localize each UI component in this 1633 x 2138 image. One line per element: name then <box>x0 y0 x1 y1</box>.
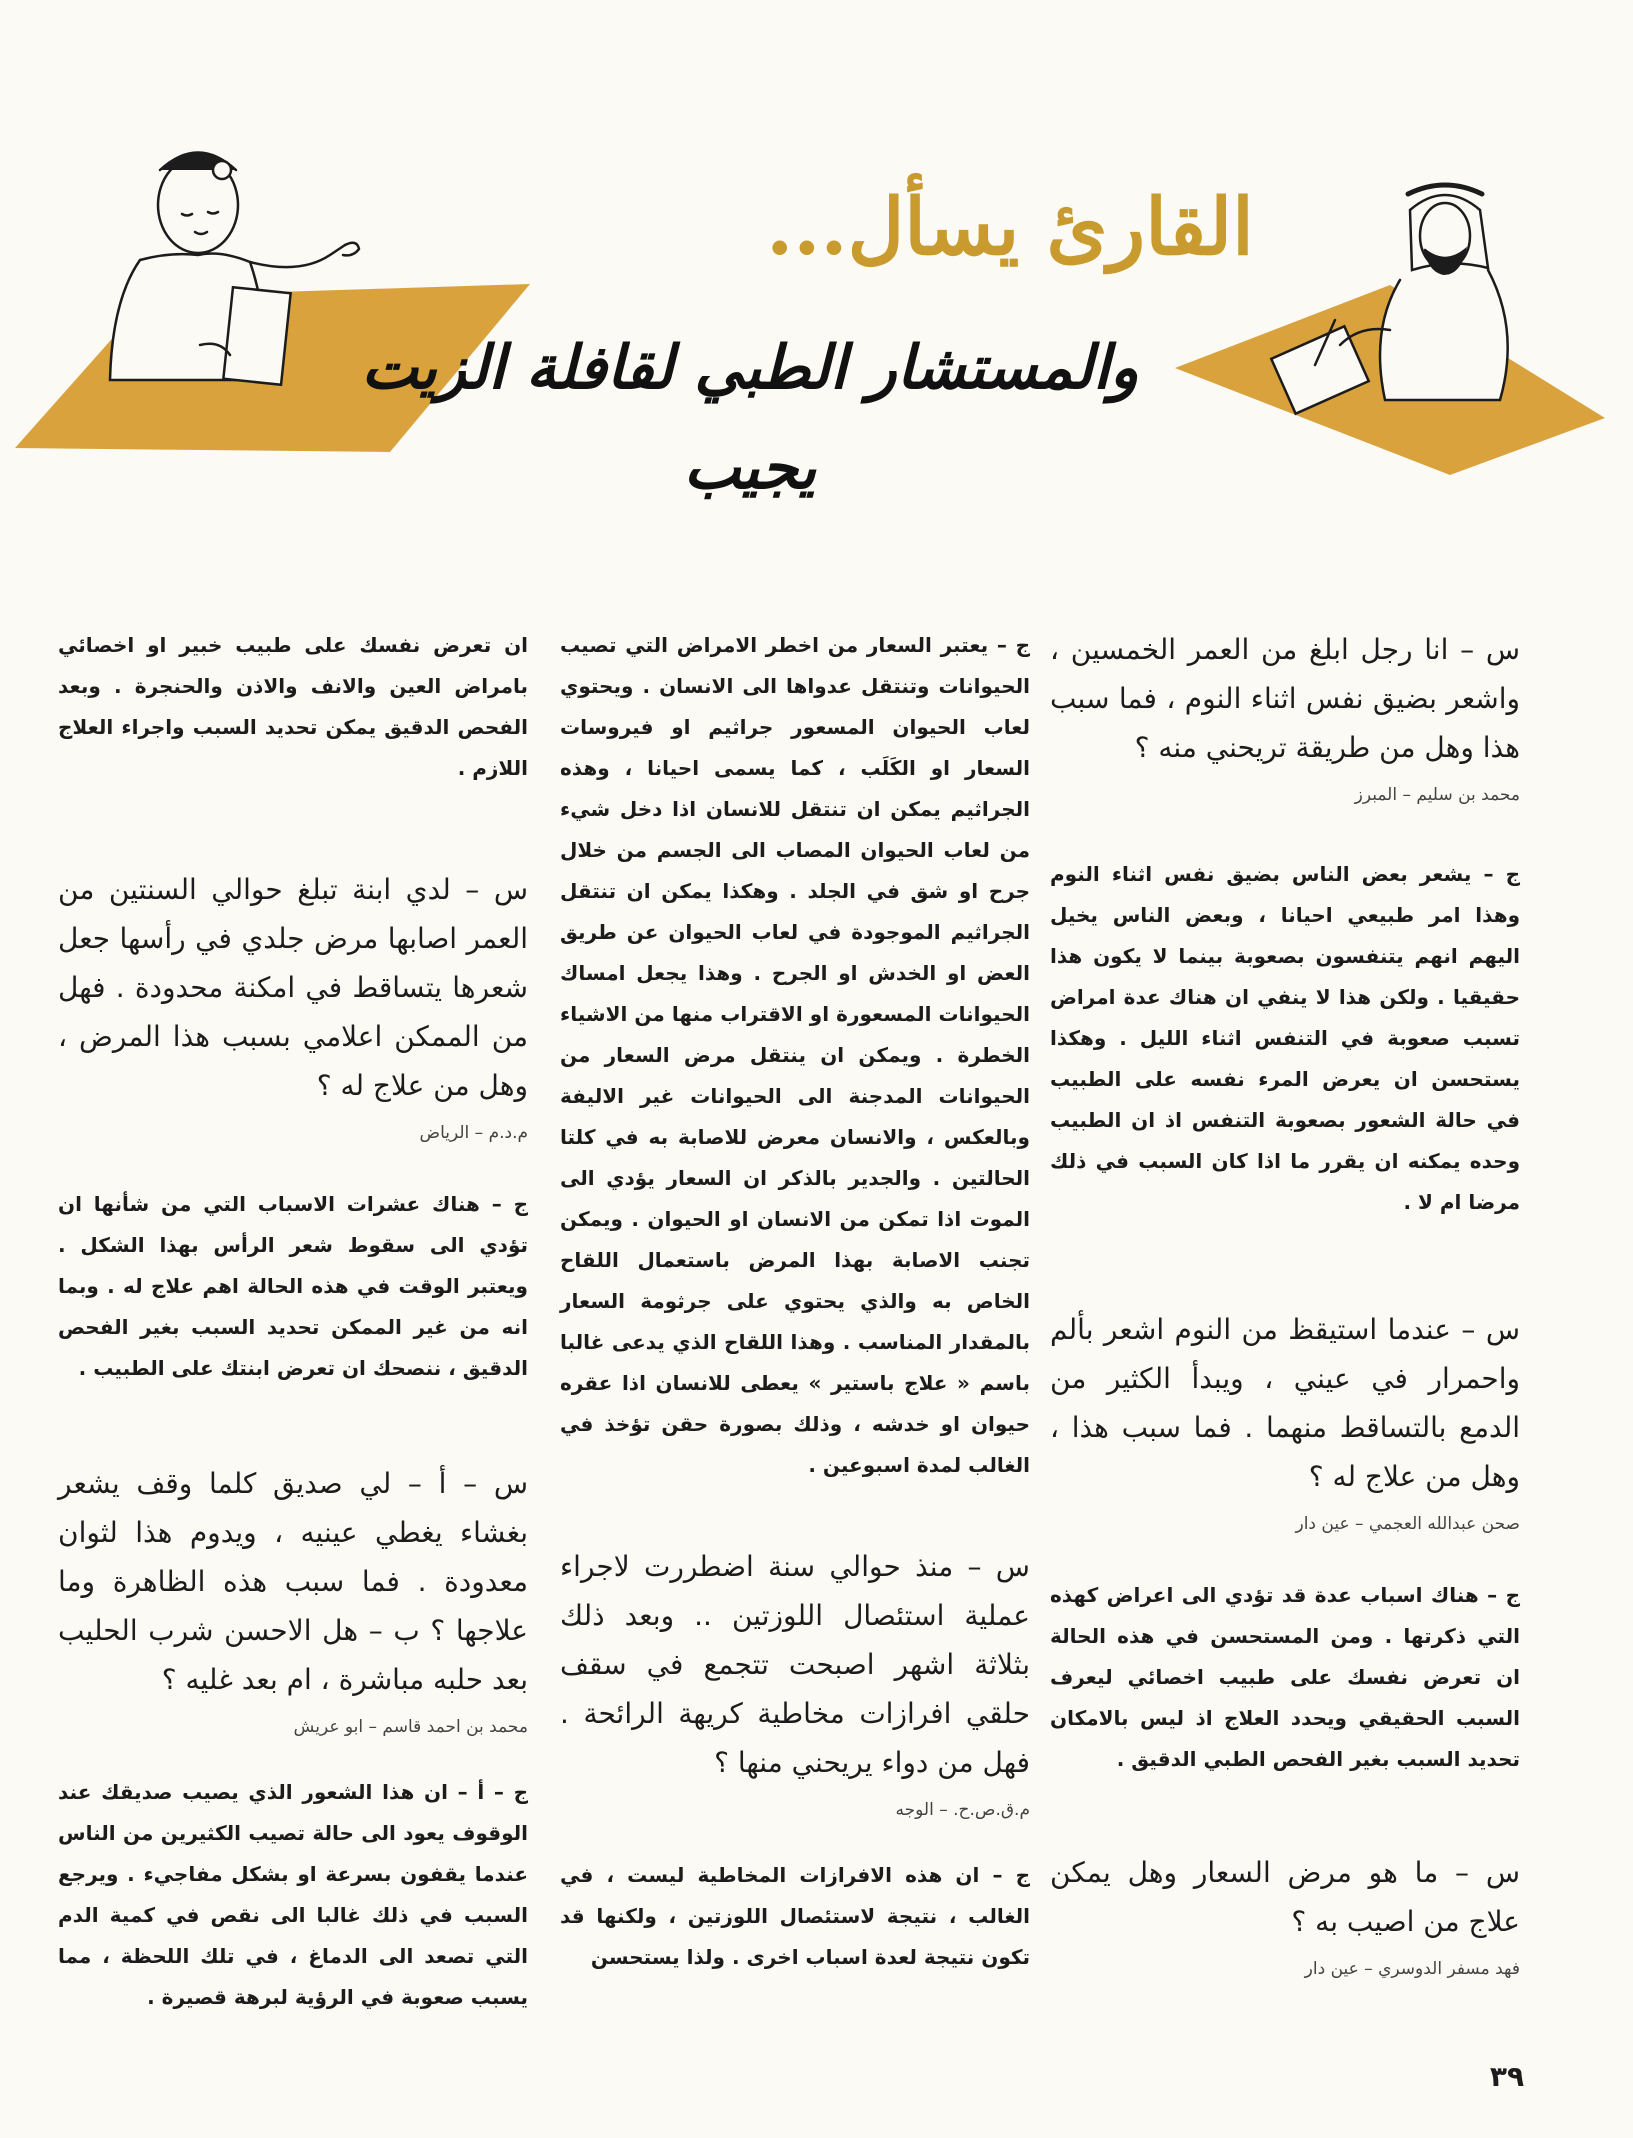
answer-text: ج – هناك اسباب عدة قد تؤدي الى اعراض كهذه التي ذكرتها . ومن المستحسن في هذه الحالة ان تعرض نفسك على طبيب اخصائي ليعرف السبب الحقيقي ويحدد العلاج اذ ليس بالامكان تحديد السبب بغير الفحص الطبي الدقيق . <box>1050 1583 1520 1771</box>
question-signature: صحن عبدالله العجمي – عين دار <box>1295 1514 1520 1534</box>
answer-text: ج – هناك عشرات الاسباب التي من شأنها ان تؤدي الى سقوط شعر الرأس بهذا الشكل . ويعتبر الوقت في هذه الحالة اهم علاج له . وبما انه من غير الممكن تحديد السبب بغير الفحص الدقيق ، ننصحك ان تعرض ابنتك على الطبيب . <box>58 1192 528 1380</box>
question-text: س – منذ حوالي سنة اضطررت لاجراء عملية استئصال اللوزتين .. وبعد ذلك بثلاثة اشهر اصبحت تتجمع في سقف حلقي افرازات مخاطية كريهة الرائحة . فهل من دواء يريحني منها ؟ <box>560 1550 1030 1779</box>
answer-text: ج – يعتبر السعار من اخطر الامراض التي تصيب الحيوانات وتنتقل عدواها الى الانسان . ويحتوي لعاب الحيوان المسعور جراثيم او فيروسات السعار او الكَلَب ، كما يسمى احيانا ، وهذه الجراثيم يمكن ان تنتقل للانسان اذا دخل شيء من لعاب الحيوان المصاب الى الجسم من خلال جرح او شق في الجلد . وهكذا يمكن ان تنتقل الجراثيم الموجودة في لعاب الحيوان عن طريق العض او الخدش او الجرح . وهذا يجعل امساك الحيوانات المسعورة او الاقتراب منها من الاشياء الخطرة . ويمكن ان ينتقل مرض السعار من الحيوانات المدجنة الى الحيوانات غير الاليفة وبالعكس ، والانسان معرض للاصابة به في كلتا الحالتين . والجدير بالذكر ان السعار يؤدي الى الموت اذا تمكن من الانسان او الحيوان . ويمكن تجنب الاصابة بهذا المرض باستعمال اللقاح الخاص به والذي يحتوي على جرثومة السعار بالمقدار المناسب . وهذا اللقاح الذي يدعى غالبا باسم « علاج باستير » يعطى للانسان اذا عقره حيوان او خدشه ، وذلك بصورة حقن تؤخذ في الغالب لمدة اسبوعين . <box>560 633 1030 1477</box>
question-text: س – ما هو مرض السعار وهل يمكن علاج من اصيب به ؟ <box>1050 1856 1520 1938</box>
question-text: س – انا رجل ابلغ من العمر الخمسين ، واشعر بضيق نفس اثناء النوم ، فما سبب هذا وهل من طريقة تريحني منه ؟ <box>1050 633 1520 764</box>
question-signature: م.د.م – الرياض <box>419 1123 528 1143</box>
column-right <box>1050 625 1520 1984</box>
qa-item <box>1050 1848 1520 1984</box>
column-middle <box>560 625 1030 1978</box>
question-text: س – أ – لي صديق كلما وقف يشعر بغشاء يغطي عينيه ، ويدوم هذا لثوان معدودة . فما سبب هذه الظاهرة وما علاجها ؟ ب – هل الاحسن شرب الحليب بعد حلبه مباشرة ، ام بعد غليه ؟ <box>58 1467 528 1696</box>
qa-item <box>1050 1305 1520 1780</box>
answer-text: ج – أ – ان هذا الشعور الذي يصيب صديقك عند الوقوف يعود الى حالة تصيب الكثيرين من الناس عندما يقفون بسرعة او بشكل مفاجيء . ويرجع السبب في ذلك غالبا الى نقص في كمية الدم التي تصعد الى الدماغ ، في تلك اللحظة ، مما يسبب صعوبة في الرؤية لبرهة قصيرة . <box>58 1780 528 2009</box>
qa-item <box>560 625 1030 1486</box>
answer-text: ج – يشعر بعض الناس بضيق نفس اثناء النوم وهذا امر طبيعي احيانا ، وبعض الناس يخيل اليهم انهم يتنفسون بصعوبة بينما لا يكون هذا حقيقيا . ولكن هذا لا ينفي ان هناك عدة امراض تسبب صعوبة في التنفس اثناء الليل . وهكذا يستحسن ان يعرض المرء نفسه على الطبيب في حالة الشعور بصعوبة التنفس اذ ان الطبيب وحده يمكنه ان يقرر ما اذا كان السبب في ذلك مرضا ام لا . <box>1050 862 1520 1214</box>
question-text: س – عندما استيقظ من النوم اشعر بألم واحمرار في عيني ، ويبدأ الكثير من الدمع بالتساقط منهما . فما سبب هذا ، وهل من علاج له ؟ <box>1050 1313 1520 1493</box>
qa-item <box>58 625 528 789</box>
question-text: س – لدي ابنة تبلغ حوالي السنتين من العمر اصابها مرض جلدي في رأسها جعل شعرها يتساقط في امكنة محدودة . فهل من الممكن اعلامي بسبب هذا المرض ، وهل من علاج له ؟ <box>58 873 528 1102</box>
qa-item <box>58 865 528 1389</box>
page-title: القارئ يسأل... <box>766 182 1254 273</box>
qa-item <box>1050 625 1520 1223</box>
answer-text: ان تعرض نفسك على طبيب خبير او اخصائي بامراض العين والانف والاذن والحنجرة . وبعد الفحص الدقيق يمكن تحديد السبب واجراء العلاج اللازم . <box>58 633 528 780</box>
question-signature: فهد مسفر الدوسري – عين دار <box>1304 1959 1520 1979</box>
page-subtitle: والمستشار الطبي لقافلة الزيت يجيب <box>361 333 1139 503</box>
column-left <box>58 625 528 2018</box>
qa-item <box>58 1459 528 2018</box>
qa-item <box>560 1542 1030 1978</box>
question-signature: م.ق.ص.ح. – الوجه <box>895 1800 1030 1820</box>
page-number: ٣٩ <box>1489 2060 1525 2093</box>
question-signature: محمد بن احمد قاسم – ابو عريش <box>293 1717 528 1737</box>
answer-text: ج – ان هذه الافرازات المخاطية ليست ، في الغالب ، نتيجة لاستئصال اللوزتين ، ولكنها قد تكون نتيجة لعدة اسباب اخرى . ولذا يستحسن <box>560 1863 1030 1969</box>
question-signature: محمد بن سليم – المبرز <box>1354 785 1520 805</box>
